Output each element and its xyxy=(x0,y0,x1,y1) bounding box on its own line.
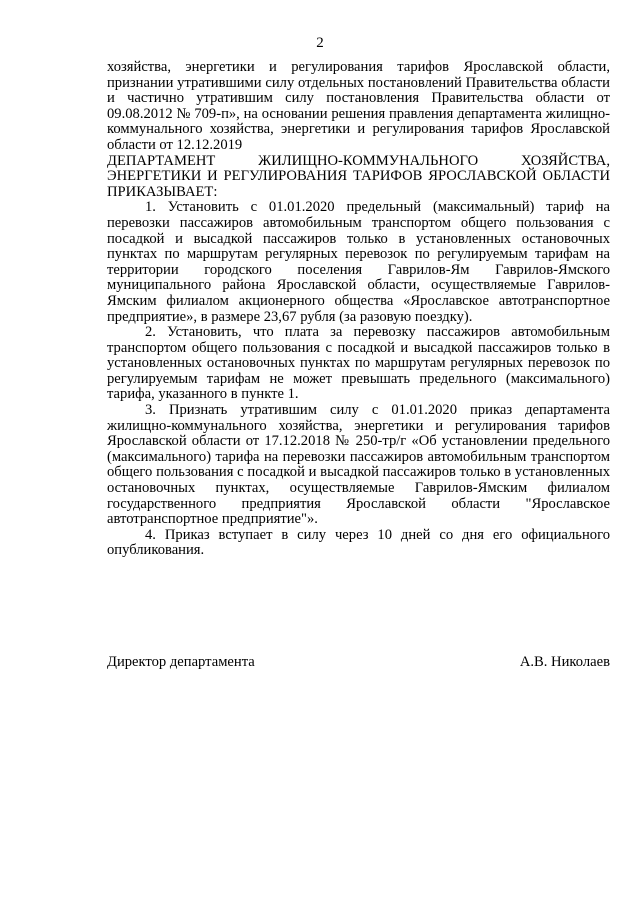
signatory-position: Директор департамента xyxy=(107,654,255,670)
page-number: 2 xyxy=(316,35,324,51)
clause-4: 4. Приказ вступает в силу через 10 дней со дня его официального опубликования. xyxy=(107,526,610,559)
clause-2: 2. Установить, что плата за перевозку пассажиров автомобильным транспортом общего пользования с посадкой и высадкой пассажиров только в установленных остановочных пунктах по маршрутам регулярных перевозок по регулируемым тарифам не может превышать предельного (максимального) тарифа, указанного в пункте 1. xyxy=(107,324,610,403)
clause-3: 3. Признать утратившим силу с 01.01.2020 приказ департамента жилищно-коммунального хозяйства, энергетики и регулирования тарифов Ярославской области от 17.12.2018 № 250-тр/г «Об установлении предельного (максимального) тарифа на перевозки пассажиров автомобильным транспортом общего пользования с посадкой и высадкой пассажиров только в установленных остановочных пунктах, осуществляемые Гаврилов-Ямским филиалом государственного предприятия Ярославской области "Ярославское автотранспортное предприятие"». xyxy=(107,402,610,528)
signature-block xyxy=(107,654,610,670)
clause-1: 1. Установить с 01.01.2020 предельный (максимальный) тариф на перевозки пассажиров автомобильным транспортом общего пользования с посадкой и высадкой пассажиров только в установленных остановочных пунктах по маршрутам регулярных перевозок по регулируемым тарифам на территории городского поселения Гаврилов-Ям Гаврилов-Ямского муниципального района Ярославской области, осуществляемые Гаврилов-Ямским филиалом акционерного общества «Ярославское автотранспортное предприятие», в размере 23,67 рубля (за разовую поездку). xyxy=(107,199,610,325)
order-heading: ДЕПАРТАМЕНТ ЖИЛИЩНО-КОММУНАЛЬНОГО ХОЗЯЙСТВА, ЭНЕРГЕТИКИ И РЕГУЛИРОВАНИЯ ТАРИФОВ ЯРОСЛАВСКОЙ ОБЛАСТИ ПРИКАЗЫВАЕТ: xyxy=(107,152,610,200)
signatory-name: А.В. Николаев xyxy=(519,654,610,670)
intro-paragraph: хозяйства, энергетики и регулирования тарифов Ярославской области, признании утратившими силу отдельных постановлений Правительства области и частично утратившим силу постановления Правительства области от 09.08.2012 № 709-п», на основании решения правления департамента жилищно-коммунального хозяйства, энергетики и регулирования тарифов Ярославской области от 12.12.2019 xyxy=(107,59,610,153)
document-body xyxy=(107,60,610,559)
